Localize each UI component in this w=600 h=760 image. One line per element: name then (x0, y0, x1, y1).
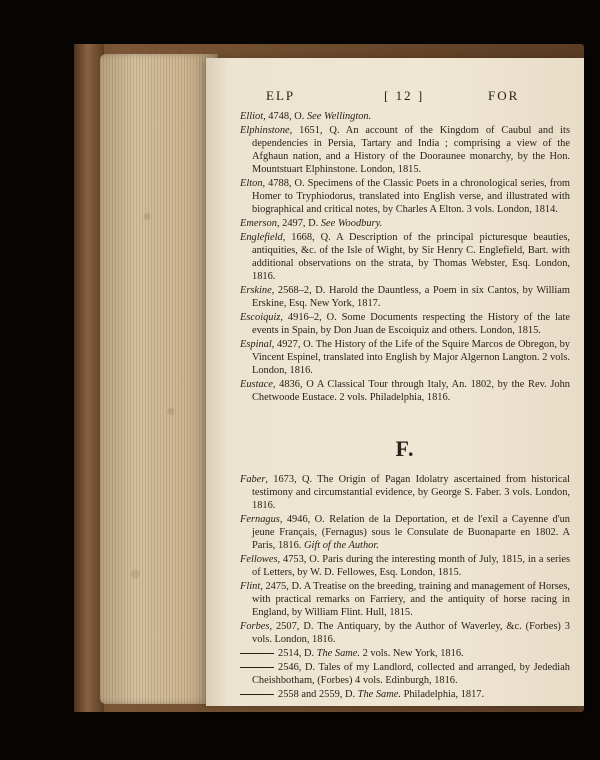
entry-ref: , 4836, O (272, 379, 314, 390)
entry-text-after: 2 vols. New York, 1816. (359, 648, 464, 659)
entry-ref: , 1673, Q. (265, 474, 313, 485)
entry-name: Elliot (240, 111, 264, 122)
catalog-entry (240, 124, 570, 176)
entry-text: The Origin of Pagan Idolatry ascertained from historical testimony and circumstantial evidence, by George S. Faber. 3 vols. London, 1816. (252, 474, 570, 511)
entry-ref: , 2507, D. (269, 621, 314, 632)
catalog-entry (240, 284, 570, 310)
entry-ref: , 4748, O. (263, 111, 305, 122)
entry-name: Fellowes (240, 554, 278, 565)
entry-ref: 2514, D. (278, 648, 315, 659)
entry-ref: , 1668, Q. (282, 232, 331, 243)
catalog-entry (240, 177, 570, 216)
entry-text: See Wellington. (304, 111, 372, 122)
ditto-dash (240, 667, 274, 668)
header-right: FOR (488, 88, 520, 103)
book-page (206, 58, 584, 706)
catalog-entry (240, 473, 570, 512)
entry-ref: , 4946, O. (279, 514, 325, 525)
entry-text: A Treatise on the breeding, training and management of Horses, with practical remarks on Farriery, and the antiquity of horse racing in England, by William Flint. Hull, 1815. (252, 581, 570, 618)
catalog-entry (240, 647, 570, 660)
entry-ref: , 4916–2, O. (280, 312, 337, 323)
entry-ref: , 2568–2, D. (271, 285, 326, 296)
entry-name: Flint (240, 581, 261, 592)
entry-name: Eustace (240, 379, 273, 390)
ditto-dash (240, 694, 274, 695)
entry-ref: , 4788, O. (262, 178, 305, 189)
entry-text: Relation de la Deportation, et de l'exil a Cayenne d'un jeune Français, (Fernagus) sous le Consulate de Buonaparte en 1802. A Paris, 1816. (252, 514, 570, 551)
catalog-entry (240, 513, 570, 552)
entry-text: The Antiquary, by the Author of Waverley, &c. (Forbes) 3 vols. London, 1816. (252, 621, 571, 645)
catalog-entry (240, 553, 570, 579)
page-content (240, 110, 570, 702)
entry-text: Tales of my Landlord, collected and arranged, by Jedediah Cheishbotham, (Forbes) 4 vols. Edinburgh, 1816. (252, 662, 570, 686)
entry-ref: , 1651, Q. (289, 125, 340, 136)
header-left: ELP (266, 88, 296, 103)
entry-ref: , 2475, D. (260, 581, 302, 592)
entry-text: See Woodbury. (318, 218, 383, 229)
entry-name: Espinal (240, 339, 272, 350)
entry-text: Harold the Dauntless, a Poem in six Cantos, by William Erskine, Esq. New York, 1817. (252, 285, 570, 309)
catalog-entry (240, 688, 570, 701)
entry-name: Escoiquiz (240, 312, 281, 323)
entry-text: An account of the Kingdom of Caubul and its dependencies in Persia, Tartary and India ; comprising a view of the Afghaun nation, and a History of the Dooraunee monarchy, by the Hon. Mountstuart Elphinstone. London, 1815. (252, 125, 570, 175)
catalog-entry (240, 580, 570, 619)
entry-ref: 2558 and 2559, D. (278, 689, 356, 700)
entry-ref: , 4927, O. (271, 339, 314, 350)
catalog-entry (240, 378, 570, 404)
page-edges (100, 54, 218, 704)
catalog-entry (240, 338, 570, 377)
running-header (206, 88, 584, 106)
entry-name: Fernagus (240, 514, 280, 525)
page-number: [ 12 ] (384, 88, 425, 103)
entry-name: Englefield (240, 232, 283, 243)
entry-text: A Classical Tour through Italy, An. 1802, by the Rev. John Chetwoode Eustace. 2 vols. Philadelphia, 1816. (252, 379, 570, 403)
entry-name: Faber (240, 474, 266, 485)
entry-name: Elphinstone (240, 125, 290, 136)
entry-ref: , 2497, D. (276, 218, 319, 229)
entry-text-italic: The Same. (357, 689, 401, 700)
catalog-entry (240, 620, 570, 646)
entry-list-f (240, 473, 570, 701)
entry-ref: 2546, D. (278, 662, 316, 673)
entry-name: Emerson (240, 218, 277, 229)
entry-text-after: Philadelphia, 1817. (400, 689, 485, 700)
entry-list-e (240, 110, 570, 404)
catalog-entry (240, 311, 570, 337)
entry-note: Gift of the Author. (303, 540, 379, 551)
entry-name: Elton (240, 178, 263, 189)
entry-text-italic: The Same. (316, 648, 360, 659)
catalog-entry (240, 217, 570, 230)
catalog-entry (240, 661, 570, 687)
entry-text: Paris during the interesting month of July, 1815, in a series of Letters, by W. D. Fellowes, Esq. London, 1815. (252, 554, 570, 578)
entry-text: The History of the Life of the Squire Marcos de Obregon, by Vincent Espinel, translated into English by Major Algernon Langton. 2 vols. London, 1816. (252, 339, 570, 376)
ditto-dash (240, 653, 274, 654)
entry-text: Some Documents respecting the History of the late events in Spain, by Don Juan de Escoiquiz and others. London, 1815. (252, 312, 570, 336)
entry-ref: , 4753, O. (277, 554, 320, 565)
catalog-entry (240, 110, 570, 123)
entry-name: Forbes (240, 621, 270, 632)
entry-name: Erskine (240, 285, 272, 296)
entry-text: A Description of the principal picturesque beauties, antiquities, &c. of the Isle of Wight, by Sir Henry C. Englefield, Bart. with additional observations on the strata, by Thomas Webster, Esq. London, 1816. (252, 232, 570, 282)
entry-text: Specimens of the Classic Poets in a chronological series, from Homer to Tryphiodorus, translated into English verse, and illustrated with biographical and critical notes, by Charles A Elton. 3 vols. London, 1814. (252, 178, 570, 215)
catalog-entry (240, 231, 570, 283)
section-letter: F. (395, 436, 415, 461)
